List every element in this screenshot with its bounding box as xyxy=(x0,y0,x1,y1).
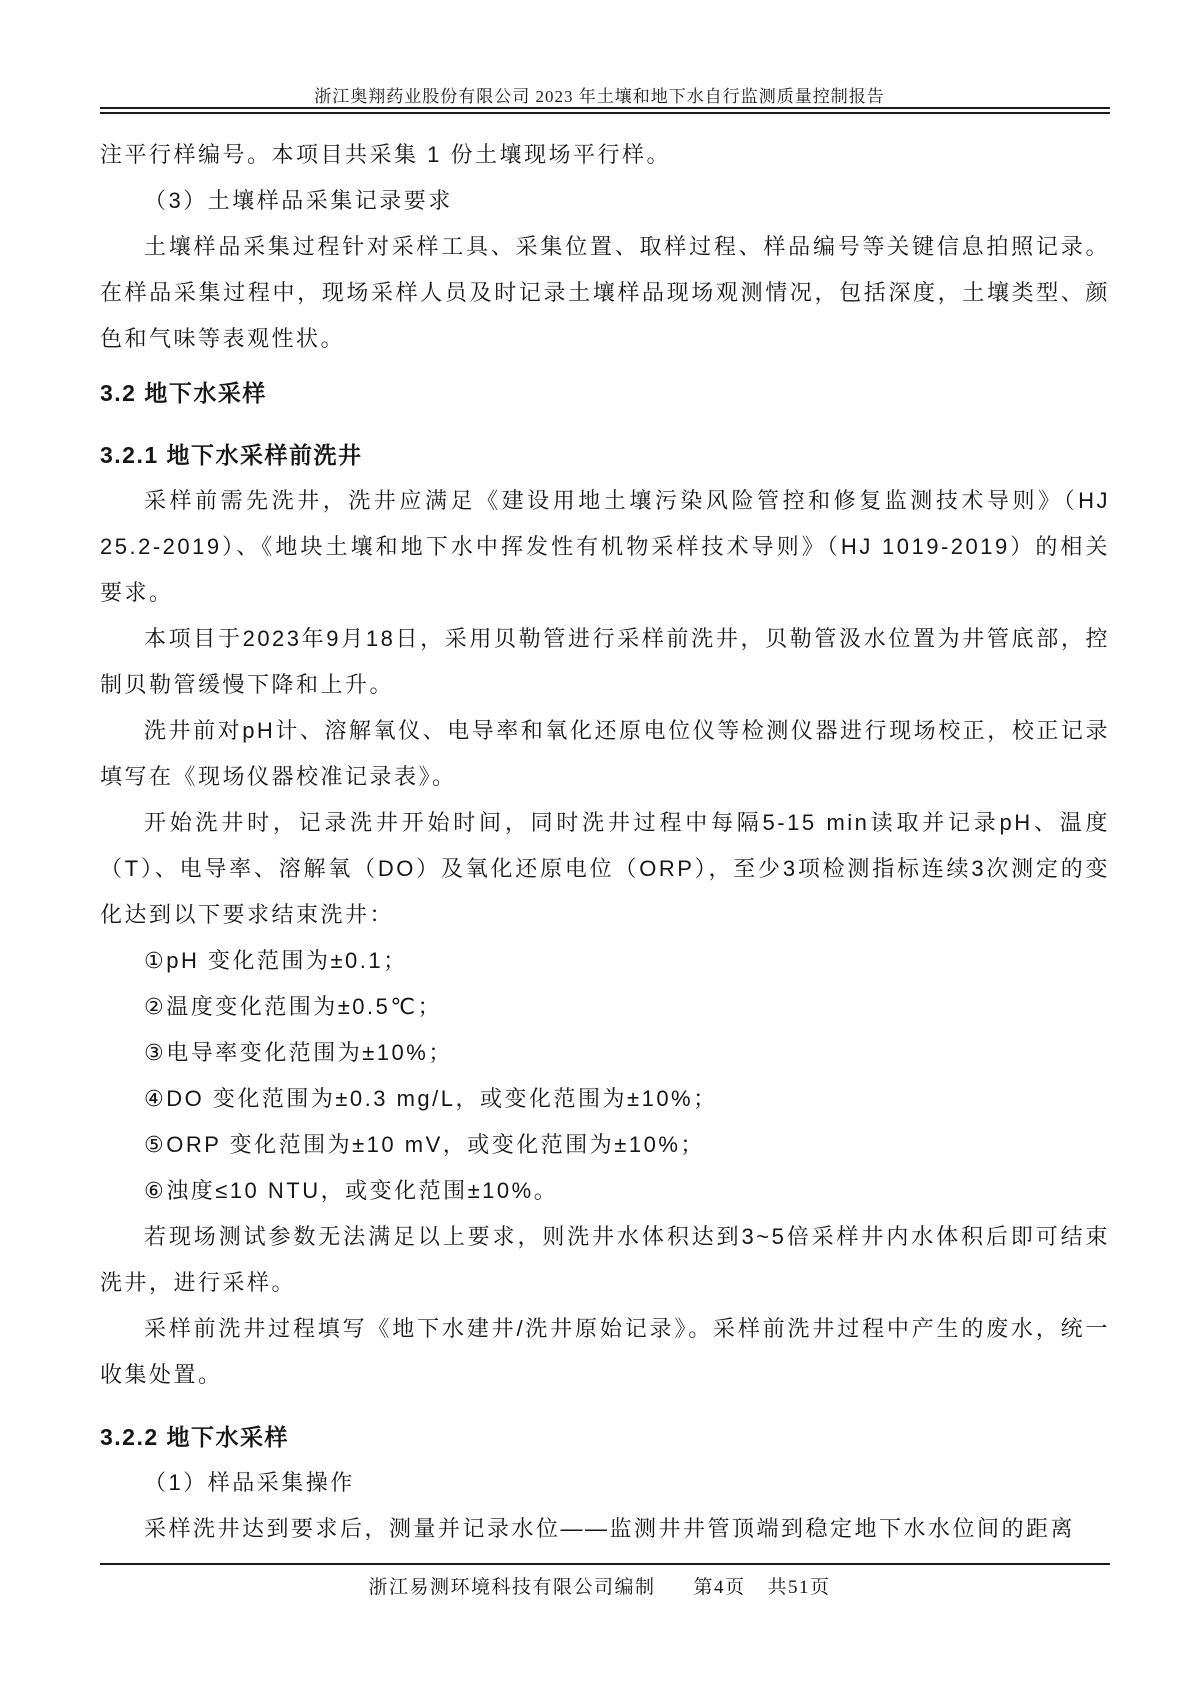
paragraph: 采样前洗井过程填写《地下水建井/洗井原始记录》。采样前洗井过程中产生的废水，统一收集处置。 xyxy=(100,1316,1110,1387)
paragraph: 洗井前对pH计、溶解氧仪、电导率和氧化还原电位仪等检测仪器进行现场校正，校正记录填写在《现场仪器校准记录表》。 xyxy=(100,718,1110,789)
paragraph: （3）土壤样品采集记录要求 xyxy=(144,188,453,213)
paragraph: ①pH 变化范围为±0.1； xyxy=(144,948,408,973)
paragraph: ④DO 变化范围为±0.3 mg/L，或变化范围为±10%； xyxy=(144,1086,718,1111)
paragraph: （1）样品采集操作 xyxy=(144,1470,355,1495)
page-header-title: 浙江奥翔药业股份有限公司 2023 年土壤和地下水自行监测质量控制报告 xyxy=(314,87,885,106)
footer-page-number: 第4页 xyxy=(693,1577,746,1598)
paragraph: 本项目于2023年9月18日，采用贝勒管进行采样前洗井，贝勒管汲水位置为井管底部，控制贝勒管缓慢下降和上升。 xyxy=(100,626,1110,697)
footer-total-pages: 共51页 xyxy=(767,1577,831,1598)
paragraph: 开始洗井时，记录洗井开始时间，同时洗井过程中每隔5-15 min读取并记录pH、温度（T）、电导率、溶解氧（DO）及氧化还原电位（ORP），至少3项检测指标连续3次测定的变化达到以下要求结束洗井： xyxy=(100,810,1110,927)
paragraph: 采样洗井达到要求后，测量并记录水位——监测井井管顶端到稳定地下水水位间的距离 xyxy=(144,1516,1076,1541)
paragraph: ③电导率变化范围为±10%； xyxy=(144,1040,453,1065)
paragraph: ⑤ORP 变化范围为±10 mV，或变化范围为±10%； xyxy=(144,1132,705,1157)
footer-rule xyxy=(100,1563,1110,1565)
paragraph: 注平行样编号。本项目共采集 1 份土壤现场平行样。 xyxy=(100,142,671,167)
section-heading: 3.2.1 地下水采样前洗井 xyxy=(100,442,363,468)
paragraph: ⑥浊度≤10 NTU，或变化范围±10%。 xyxy=(144,1178,559,1203)
section-heading: 3.2 地下水采样 xyxy=(100,380,267,406)
paragraph: 采样前需先洗井，洗井应满足《建设用地土壤污染风险管控和修复监测技术导则》（HJ 25.2-2019）、《地块土壤和地下水中挥发性有机物采样技术导则》（HJ 1019-2019）的相关要求。 xyxy=(100,488,1110,605)
document-body xyxy=(100,132,1110,1560)
header-rule xyxy=(100,107,1110,114)
page-footer xyxy=(0,1572,1199,1599)
section-heading: 3.2.2 地下水采样 xyxy=(100,1424,290,1450)
paragraph: 土壤样品采集过程针对采样工具、采集位置、取样过程、样品编号等关键信息拍照记录。在样品采集过程中，现场采样人员及时记录土壤样品现场观测情况，包括深度，土壤类型、颜色和气味等表观性状。 xyxy=(100,234,1110,351)
footer-publisher: 浙江易测环境科技有限公司编制 xyxy=(368,1577,656,1598)
paragraph: 若现场测试参数无法满足以上要求，则洗井水体积达到3~5倍采样井内水体积后即可结束洗井，进行采样。 xyxy=(100,1224,1110,1295)
paragraph: ②温度变化范围为±0.5℃； xyxy=(144,994,443,1019)
